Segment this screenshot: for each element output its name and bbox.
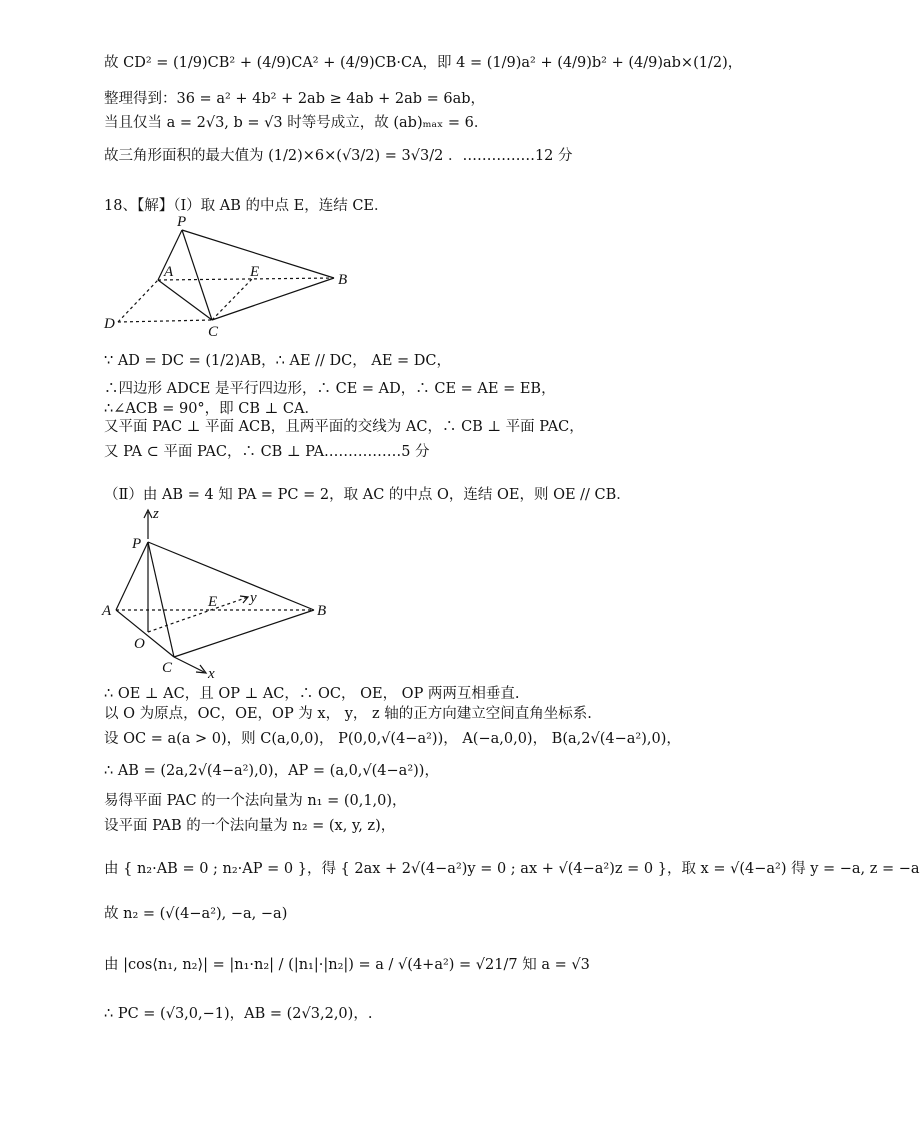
label-z: z [153, 506, 159, 522]
text-line: 由 |cos⟨n₁, n₂⟩| = |n₁·n₂| / (|n₁|·|n₂|) = a / √(4+a²) = √21/7 知 a = √3 [104, 957, 590, 973]
label-x: x [208, 666, 215, 682]
text-line: 故 n₂ = (√(4−a²), −a, −a) [104, 906, 288, 922]
text-line: 又 PA ⊂ 平面 PAC，∴ CB ⊥ PA.……………5 分 [104, 444, 430, 460]
label-E: E [250, 264, 260, 280]
question-heading: 18、【解】（Ⅰ）取 AB 的中点 E，连结 CE． [104, 198, 389, 214]
label-E: E [208, 594, 218, 610]
text-line: 当且仅当 a = 2√3, b = √3 时等号成立，故 (ab)ₘₐₓ = 6． [104, 115, 489, 131]
edge-PB [148, 542, 314, 610]
label-y: y [250, 590, 257, 606]
text-line: 易得平面 PAC 的一个法向量为 n₁ = (0,1,0)， [104, 793, 407, 809]
label-P: P [132, 536, 142, 552]
coordinate-figure-2 [98, 502, 338, 682]
pyramid-figure-1 [100, 210, 360, 340]
label-C: C [162, 660, 173, 676]
label-P: P [177, 214, 187, 230]
edge-CB [174, 610, 314, 657]
edge-AC [158, 280, 212, 320]
edge-AB [158, 278, 334, 280]
text-line: 以 O 为原点，OC，OE，OP 为 x， y， z 轴的正方向建立空间直角坐标系. [104, 706, 592, 722]
text-line: ∴ AB = (2a,2√(4−a²),0)，AP = (a,0,√(4−a²))， [104, 763, 439, 779]
edge-CB [212, 278, 334, 320]
part2-heading: （Ⅱ）由 AB = 4 知 PA = PC = 2，取 AC 的中点 O，连结 OE，则 OE // CB． [104, 487, 631, 503]
label-D: D [104, 316, 115, 332]
edge-PC [182, 230, 212, 320]
text-line: ∴∠ACB = 90°，即 CB ⊥ CA． [104, 401, 319, 417]
edge-PA [116, 542, 148, 610]
edge-DA [118, 280, 158, 322]
axis-y [148, 597, 248, 632]
axis-x [174, 657, 204, 672]
text-line: 设 OC = a(a > 0)，则 C(a,0,0)， P(0,0,√(4−a²))， A(−a,0,0)， B(a,2√(4−a²),0)， [104, 731, 681, 747]
edge-CE [212, 279, 252, 320]
text-line: 故 CD² = (1/9)CB² + (4/9)CA² + (4/9)CB·CA，即 4 = (1/9)a² + (4/9)b² + (4/9)ab×(1/2)， [104, 55, 743, 71]
label-A: A [102, 603, 112, 619]
text-line: ∴ PC = (√3,0,−1)，AB = (2√3,2,0)，. [104, 1006, 373, 1022]
text-line: 由 { n₂·AB = 0 ; n₂·AP = 0 }，得 { 2ax + 2√(4−a²)y = 0 ; ax + √(4−a²)z = 0 }，取 x = √(4−a²) 得 y = −a, z = −a [104, 861, 920, 877]
text-line: ∴四边形 ADCE 是平行四边形，∴ CE = AD，∴ CE = AE = EB， [104, 381, 556, 397]
label-B: B [317, 603, 327, 619]
text-line: ∵ AD = DC = (1/2)AB，∴ AE // DC， AE = DC， [104, 353, 452, 369]
text-line: 又平面 PAC ⊥ 平面 ACB，且两平面的交线为 AC，∴ CB ⊥ 平面 PAC， [104, 419, 584, 435]
text-line: ∴ OE ⊥ AC，且 OP ⊥ AC，∴ OC， OE， OP 两两互相垂直. [104, 686, 520, 702]
edge-DC [118, 320, 212, 322]
label-A: A [164, 264, 174, 280]
text-line: 故三角形面积的最大值为 (1/2)×6×(√3/2) = 3√3/2 ．……………12 分 [104, 148, 573, 164]
label-C: C [208, 324, 219, 340]
text-line: 整理得到：36 = a² + 4b² + 2ab ≥ 4ab + 2ab = 6ab， [104, 91, 486, 107]
label-O: O [134, 636, 145, 652]
label-B: B [338, 272, 348, 288]
text-line: 设平面 PAB 的一个法向量为 n₂ = (x, y, z)， [104, 818, 396, 834]
